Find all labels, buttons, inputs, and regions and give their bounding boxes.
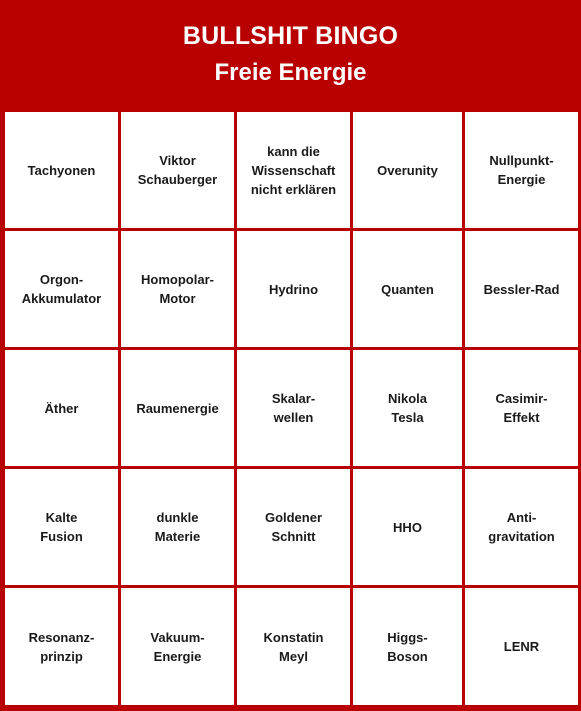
bingo-cell-r3-c2[interactable] — [121, 350, 234, 466]
bingo-cell-r5-c2[interactable] — [121, 588, 234, 705]
bingo-cell-label: Äther — [44, 400, 79, 416]
bingo-cell-r1-c2[interactable] — [121, 112, 234, 228]
bingo-cell-r1-c3[interactable] — [237, 112, 350, 228]
bingo-cell-r2-c2[interactable] — [121, 231, 234, 347]
bingo-cell-r5-c1[interactable] — [5, 588, 118, 705]
bingo-cell-r4-c3[interactable] — [237, 469, 350, 585]
bingo-cell-r4-c4[interactable] — [353, 469, 462, 585]
bingo-cell-label: Bessler-Rad — [483, 281, 560, 297]
bingo-cell-label: Goldener Schnitt — [264, 510, 323, 544]
bingo-cell-r2-c3[interactable] — [237, 231, 350, 347]
bingo-cell-r5-c3[interactable] — [237, 588, 350, 705]
bingo-cell-r5-c5[interactable] — [465, 588, 578, 705]
bingo-cell-label: Konstatin Meyl — [263, 629, 324, 664]
bingo-cell-label: Quanten — [381, 281, 434, 297]
bingo-cell-r1-c4[interactable] — [353, 112, 462, 228]
bingo-cell-label: Anti- gravitation — [488, 510, 555, 544]
bingo-cell-label: LENR — [503, 639, 540, 654]
bingo-cell-label: HHO — [393, 519, 422, 535]
bingo-cell-r4-c5[interactable] — [465, 469, 578, 585]
bingo-cell-label: Orgon- Akkumulator — [21, 272, 102, 306]
bingo-cell-label: Nullpunkt- Energie — [489, 153, 554, 187]
bingo-cell-r4-c1[interactable] — [5, 469, 118, 585]
bingo-cell-label: Resonanz- prinzip — [28, 629, 95, 664]
bingo-cell-r1-c1[interactable] — [5, 112, 118, 228]
bingo-cell-label: Viktor Schauberger — [137, 153, 218, 187]
bingo-cell-label: Homopolar- Motor — [141, 272, 214, 306]
bingo-cell-label: Tachyonen — [27, 162, 96, 178]
bingo-cell-label: Skalar- wellen — [271, 391, 316, 425]
bingo-cell-r2-c4[interactable] — [353, 231, 462, 347]
bingo-cell-r5-c4[interactable] — [353, 588, 462, 705]
bingo-cell-label: Vakuum- Energie — [150, 629, 205, 664]
bingo-cell-r4-c2[interactable] — [121, 469, 234, 585]
bingo-cell-label: Kalte Fusion — [40, 510, 83, 544]
bingo-cell-label: Casimir- Effekt — [495, 391, 548, 425]
bingo-grid — [5, 112, 577, 705]
bingo-cell-label: kann die Wissenschaft nicht erklären — [250, 143, 337, 197]
bingo-cell-label: Nikola Tesla — [387, 391, 427, 425]
bingo-cell-label: dunkle Materie — [154, 510, 201, 544]
bingo-cell-label: Higgs- Boson — [387, 629, 428, 664]
bingo-cell-r2-c5[interactable] — [465, 231, 578, 347]
bingo-title: BULLSHIT BINGO — [182, 22, 399, 50]
bingo-cell-r1-c5[interactable] — [465, 112, 578, 228]
bingo-cell-r3-c5[interactable] — [465, 350, 578, 466]
bingo-cell-r3-c4[interactable] — [353, 350, 462, 466]
bingo-cell-label: Hydrino — [268, 281, 319, 297]
bingo-cell-r3-c3[interactable] — [237, 350, 350, 466]
bingo-cell-r2-c1[interactable] — [5, 231, 118, 347]
bingo-subtitle: Freie Energie — [214, 59, 367, 86]
bingo-header — [0, 0, 581, 110]
bingo-cell-label: Overunity — [377, 162, 438, 178]
bingo-cell-label: Raumenergie — [136, 400, 219, 416]
bingo-cell-r3-c1[interactable] — [5, 350, 118, 466]
